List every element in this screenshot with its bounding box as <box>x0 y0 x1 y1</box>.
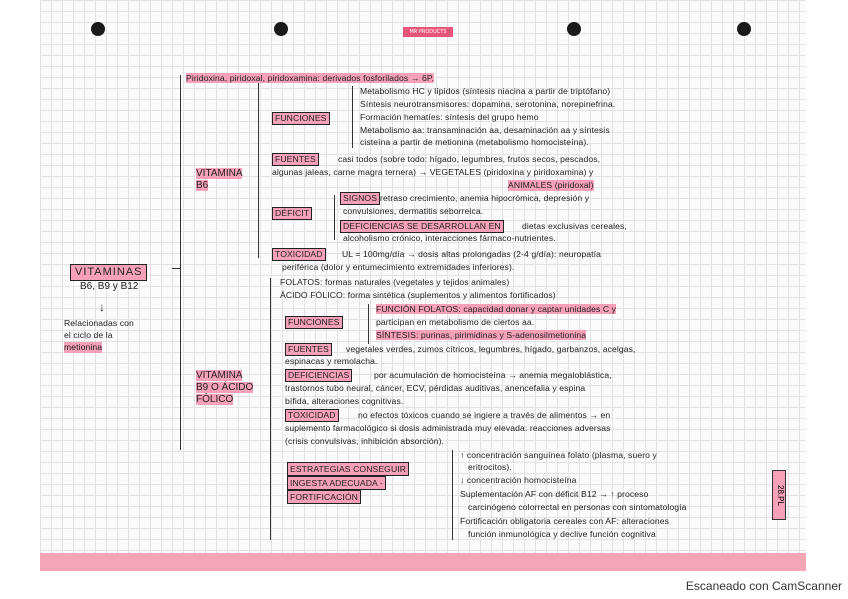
b9-estrategia-item: ↓ concentración homocisteína <box>460 475 577 485</box>
b9-estrategias-label: FORTIFICACIÓN <box>287 490 361 504</box>
punch-hole <box>91 22 105 36</box>
b6-label: B6 <box>196 180 209 191</box>
b6-funciones-bracket <box>352 86 353 148</box>
b9-funcion-text: SÍNTESIS: purinas, pirimidinas y S-adenosilmetionina <box>376 330 587 340</box>
b9-estrategias-label: INGESTA ADECUADA - <box>287 476 386 490</box>
b6-toxicidad-line: UL = 100mg/día → dosis altas prolongadas (2-4 g/día): neuropatía <box>342 249 602 259</box>
down-arrow-icon: ↓ <box>99 300 105 314</box>
b9-deficiencias-line: bífida, alteraciones cognitivas. <box>285 396 404 406</box>
root-note: Relacionadas con <box>64 318 134 328</box>
b6-deficit-label: DÉFICIT <box>272 207 312 220</box>
b9-funciones-label: FUNCIONES <box>285 316 343 329</box>
b9-estrategia-item: ↑ concentración sanguínea folato (plasma, suero y <box>460 450 657 460</box>
root-title: VITAMINAS <box>70 264 147 281</box>
b9-funcion-item <box>376 304 616 315</box>
bracket-tick <box>172 268 180 269</box>
root-subtitle: B6, B9 y B12 <box>80 281 139 292</box>
b6-fuentes-label: FUENTES <box>272 153 319 166</box>
main-bracket <box>180 75 181 450</box>
b9-funcion-item: participan en metabolismo de ciertos aa. <box>376 317 535 327</box>
b6-funcion-item: Síntesis neurotransmisores: dopamina, serotonina, norepinefrina. <box>360 99 616 109</box>
sheet-bottom-band <box>40 553 806 571</box>
b9-fuentes-line: vegetales verdes, zumos cítricos, legumbres, hígado, garbanzos, acelgas, <box>346 344 636 354</box>
b9-estrategia-item: Fortificación obligatoria cereales con AF: alteraciones <box>460 516 669 526</box>
b6-funcion-item: cisteína a partir de metionina (metabolismo homocisteína). <box>360 137 589 147</box>
b6-signos-line: retraso crecimiento, anemia hipocrómica, depresión y <box>380 193 590 203</box>
b9-funcion-text: FUNCIÓN FOLATOS: capacidad donar y captar unidades C y <box>376 304 617 314</box>
brand-logo: MR PRODUCTS <box>403 27 453 37</box>
b9-label: VITAMINA <box>196 370 243 381</box>
b6-bracket <box>258 78 259 258</box>
b6-signos-label: SIGNOS <box>340 192 380 205</box>
b9-estrategias-label: ESTRATEGIAS CONSEGUIR <box>287 462 409 476</box>
punch-hole <box>274 22 288 36</box>
b6-toxicidad-label: TOXICIDAD <box>272 248 326 261</box>
b9-deficiencias-label: DEFICIENCIAS <box>285 369 352 382</box>
punch-hole <box>737 22 751 36</box>
punch-hole <box>567 22 581 36</box>
b9-toxicidad-line: suplemento farmacológico si dosis administrada muy elevada: reacciones adversas <box>285 423 611 433</box>
b9-toxicidad-line: (crisis convulsivas, inhibición absorción). <box>285 436 445 446</box>
b9-acido: ÁCIDO FÓLICO: forma sintética (suplementos y alimentos fortificados) <box>280 290 556 300</box>
b9-estrategia-item: función inmunológica y declive función cognitiva <box>468 529 656 539</box>
scanner-watermark: Escaneado con CamScanner <box>685 579 842 593</box>
b6-desarrollo-line: alcoholismo crónico, interacciones fármaco-nutrientes. <box>343 233 556 243</box>
b6-desarrollo-label: DEFICIENCIAS SE DESARROLLAN EN <box>340 220 504 233</box>
b9-toxicidad-line: no efectos tóxicos cuando se ingiere a través de alimentos → en <box>358 410 611 420</box>
b9-funcion-item <box>376 330 586 341</box>
b6-intro <box>186 73 434 84</box>
b6-fuentes-line: ANIMALES (piridoxal) <box>508 180 594 190</box>
b9-folatos: FOLATOS: formas naturales (vegetales y tejidos animales) <box>280 277 510 287</box>
side-tag: 28.PL <box>772 470 786 520</box>
b9-estrategia-item: eritrocitos). <box>468 462 512 472</box>
b6-funcion-item: Metabolismo aa: transaminación aa, desaminación aa y síntesis <box>360 125 610 135</box>
root-note: metionina <box>64 342 103 352</box>
b9-bracket <box>270 278 271 540</box>
b6-funcion-item: Formación hematíes: síntesis del grupo hemo <box>360 112 539 122</box>
b9-estrategias-bracket <box>452 450 453 540</box>
b9-funciones-bracket <box>368 304 369 344</box>
b9-label: B9 O ÁCIDO <box>196 382 254 393</box>
b9-deficiencias-line: por acumulación de homocisteína → anemia megaloblástica, <box>374 370 612 380</box>
b6-intro-text: Piridoxina, piridoxal, piridoxamina: derivados fosforilados → 6P. <box>186 73 435 83</box>
b6-funcion-item: Metabolismo HC y lípidos (síntesis niacina a partir de triptófano) <box>360 86 611 96</box>
b6-desarrollo-line: dietas exclusivas cereales, <box>522 221 627 231</box>
b9-fuentes-line: espinacas y remolacha. <box>285 356 378 366</box>
b6-funciones-label: FUNCIONES <box>272 112 330 125</box>
b9-estrategia-item: Suplementación AF con déficit B12 → ↑ proceso <box>460 489 649 499</box>
b9-fuentes-label: FUENTES <box>285 343 332 356</box>
b6-label: VITAMINA <box>196 168 243 179</box>
b9-estrategia-item: carcinógeno colorrectal en personas con sintomatología <box>468 502 687 512</box>
b9-label: FÓLICO <box>196 394 234 405</box>
b9-toxicidad-label: TOXICIDAD <box>285 409 339 422</box>
b6-fuentes-line: casi todos (sobre todo: hígado, legumbres, frutos secos, pescados, <box>338 154 601 164</box>
b6-signos-line: convulsiones, dermatitis seborreica. <box>343 206 484 216</box>
b9-deficiencias-line: trastornos tubo neural, cáncer, ECV, pérdidas auditivas, anencefalia y espina <box>285 383 586 393</box>
root-note: el ciclo de la <box>64 330 113 340</box>
b6-fuentes-line: algunas jaleas, carne magra ternera) → VEGETALES (piridoxina y piridoxamina) y <box>272 167 594 177</box>
b6-deficit-bracket <box>334 195 335 240</box>
b6-toxicidad-line: periférica (dolor y entumecimiento extremidades inferiores). <box>282 262 515 272</box>
